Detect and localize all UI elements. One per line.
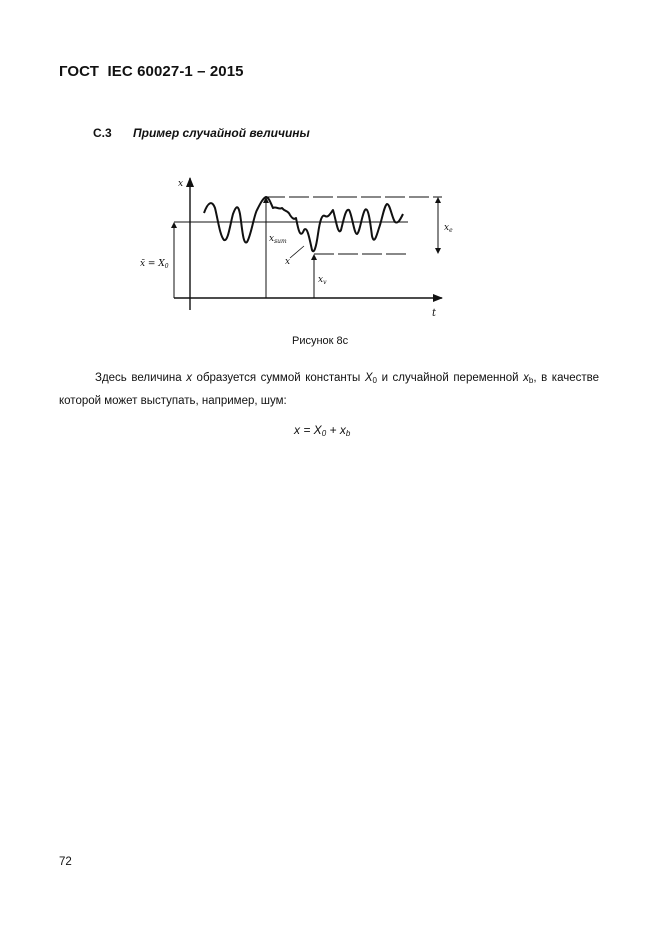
explanation-paragraph: Здесь величина x образуется суммой константы $X_0$ и случайной переменной $x_b$, в качестве которой может выступать, например, шум:	[59, 372, 599, 407]
page-number: 72	[59, 856, 72, 868]
figure-caption: Рисунок 8с	[292, 335, 349, 347]
random-signal-curve	[204, 197, 403, 251]
document-header: ГОСТ IEC 60027-1 – 2015	[59, 63, 244, 80]
pointer-line	[290, 246, 304, 258]
formula: $x = X_0 + x_b$	[294, 423, 351, 438]
variable-label: $x_v$	[318, 275, 327, 286]
figure-svg	[130, 170, 460, 320]
amplitude-label: $x_e$	[444, 223, 453, 234]
section-title: Пример случайной величины	[133, 126, 310, 140]
section-number: С.3	[93, 126, 112, 140]
y-axis-label: x	[178, 179, 184, 189]
x-axis-label: t	[432, 308, 437, 319]
sum-label: $x_{sum}$	[269, 234, 287, 245]
mean-label: x̄ = $X_0$	[140, 259, 169, 270]
random-variable-figure	[130, 170, 460, 320]
instant-label: x	[285, 257, 291, 267]
